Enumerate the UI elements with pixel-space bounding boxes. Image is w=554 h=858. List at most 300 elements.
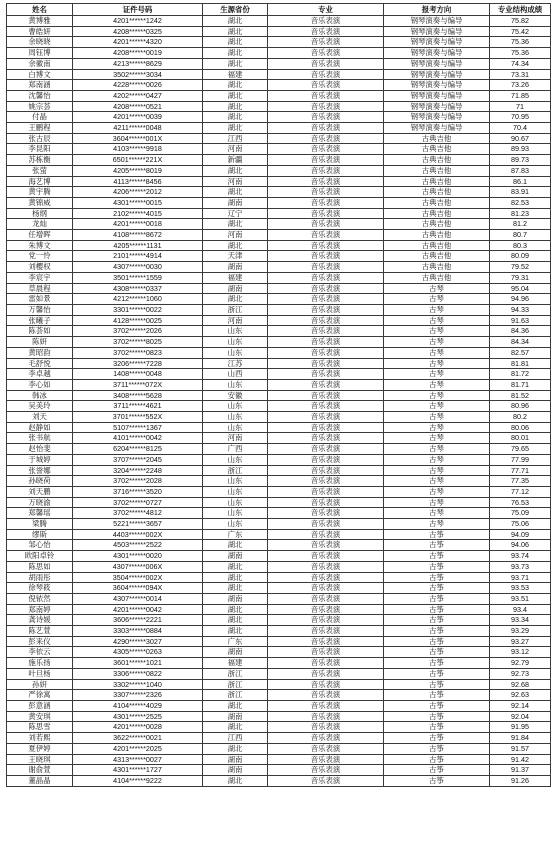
- cell-direction: 古筝: [384, 722, 490, 733]
- cell-name: 胡雨彤: [7, 572, 73, 583]
- cell-province: 湖北: [203, 561, 268, 572]
- cell-name: 倪铱然: [7, 593, 73, 604]
- cell-score: 93.74: [490, 551, 551, 562]
- cell-major: 音乐表演: [268, 101, 384, 112]
- cell-direction: 钢琴演奏与编导: [384, 16, 490, 27]
- cell-direction: 钢琴演奏与编导: [384, 123, 490, 134]
- cell-name: 黄昭韵: [7, 347, 73, 358]
- table-row: [7, 444, 551, 455]
- cell-score: 93.34: [490, 615, 551, 626]
- cell-id-number: 6204******8125: [73, 444, 203, 455]
- cell-major: 音乐表演: [268, 251, 384, 262]
- cell-direction: 古筝: [384, 604, 490, 615]
- table-row: [7, 701, 551, 712]
- cell-direction: 古琴: [384, 347, 490, 358]
- cell-score: 81.23: [490, 208, 551, 219]
- cell-name: 邹心怡: [7, 540, 73, 551]
- cell-name: 陈妍: [7, 337, 73, 348]
- table-row: [7, 497, 551, 508]
- cell-score: 82.53: [490, 197, 551, 208]
- table-row: [7, 390, 551, 401]
- cell-direction: 古筝: [384, 765, 490, 776]
- cell-score: 92.73: [490, 668, 551, 679]
- cell-score: 70.4: [490, 123, 551, 134]
- cell-major: 音乐表演: [268, 16, 384, 27]
- cell-direction: 古琴: [384, 358, 490, 369]
- table-row: [7, 465, 551, 476]
- cell-direction: 古琴: [384, 315, 490, 326]
- cell-major: 音乐表演: [268, 733, 384, 744]
- cell-score: 80.01: [490, 433, 551, 444]
- header-score: 专业结构成绩: [490, 4, 551, 16]
- cell-province: 浙江: [203, 690, 268, 701]
- cell-score: 86.1: [490, 176, 551, 187]
- cell-score: 92.04: [490, 711, 551, 722]
- table-row: [7, 144, 551, 155]
- cell-name: 谢俞萱: [7, 765, 73, 776]
- table-row: [7, 679, 551, 690]
- table-row: [7, 486, 551, 497]
- cell-major: 音乐表演: [268, 326, 384, 337]
- cell-score: 94.33: [490, 304, 551, 315]
- cell-name: 韩冰: [7, 390, 73, 401]
- cell-score: 94.96: [490, 294, 551, 305]
- cell-province: 湖南: [203, 283, 268, 294]
- cell-score: 75.36: [490, 48, 551, 59]
- cell-id-number: 4212******1060: [73, 294, 203, 305]
- cell-major: 音乐表演: [268, 315, 384, 326]
- cell-major: 音乐表演: [268, 593, 384, 604]
- cell-id-number: 3307******2326: [73, 690, 203, 701]
- cell-province: 浙江: [203, 668, 268, 679]
- cell-major: 音乐表演: [268, 540, 384, 551]
- cell-name: 徐琴筱: [7, 583, 73, 594]
- cell-id-number: 4313******0027: [73, 754, 203, 765]
- cell-major: 音乐表演: [268, 412, 384, 423]
- cell-major: 音乐表演: [268, 401, 384, 412]
- score-table: [6, 3, 551, 787]
- table-row: [7, 251, 551, 262]
- cell-id-number: 5221******3657: [73, 519, 203, 530]
- cell-id-number: 4101******0042: [73, 433, 203, 444]
- cell-name: 余晓晓: [7, 37, 73, 48]
- cell-direction: 钢琴演奏与编导: [384, 48, 490, 59]
- cell-id-number: 4308******0337: [73, 283, 203, 294]
- cell-id-number: 2101******4914: [73, 251, 203, 262]
- cell-major: 音乐表演: [268, 176, 384, 187]
- cell-direction: 古筝: [384, 593, 490, 604]
- cell-direction: 古筝: [384, 690, 490, 701]
- cell-name: 陈荟如: [7, 326, 73, 337]
- cell-id-number: 4104******9222: [73, 775, 203, 786]
- cell-major: 音乐表演: [268, 444, 384, 455]
- cell-score: 74.34: [490, 58, 551, 69]
- cell-score: 90.67: [490, 133, 551, 144]
- table-row: [7, 433, 551, 444]
- cell-province: 山东: [203, 476, 268, 487]
- cell-major: 音乐表演: [268, 112, 384, 123]
- cell-direction: 古琴: [384, 433, 490, 444]
- cell-name: 海艺博: [7, 176, 73, 187]
- cell-major: 音乐表演: [268, 48, 384, 59]
- cell-name: 周钰博: [7, 48, 73, 59]
- cell-province: 湖北: [203, 58, 268, 69]
- table-row: [7, 412, 551, 423]
- cell-province: 湖北: [203, 572, 268, 583]
- cell-id-number: 4228******0026: [73, 80, 203, 91]
- table-row: [7, 615, 551, 626]
- cell-id-number: 4213******8629: [73, 58, 203, 69]
- cell-id-number: 4206******2012: [73, 187, 203, 198]
- cell-major: 音乐表演: [268, 197, 384, 208]
- cell-direction: 古筝: [384, 711, 490, 722]
- table-row: [7, 187, 551, 198]
- cell-province: 湖北: [203, 540, 268, 551]
- cell-major: 音乐表演: [268, 743, 384, 754]
- cell-id-number: 4290******3027: [73, 636, 203, 647]
- cell-province: 浙江: [203, 304, 268, 315]
- cell-id-number: 6501******221X: [73, 155, 203, 166]
- cell-direction: 古筝: [384, 743, 490, 754]
- cell-score: 93.53: [490, 583, 551, 594]
- cell-direction: 钢琴演奏与编导: [384, 69, 490, 80]
- cell-province: 河南: [203, 433, 268, 444]
- cell-name: 彭来仪: [7, 636, 73, 647]
- cell-score: 89.93: [490, 144, 551, 155]
- cell-name: 任增晖: [7, 230, 73, 241]
- table-row: [7, 165, 551, 176]
- cell-direction: 古筝: [384, 658, 490, 669]
- cell-province: 湖南: [203, 262, 268, 273]
- cell-score: 94.06: [490, 540, 551, 551]
- table-row: [7, 101, 551, 112]
- cell-major: 音乐表演: [268, 754, 384, 765]
- cell-id-number: 3408******5628: [73, 390, 203, 401]
- cell-province: 湖北: [203, 112, 268, 123]
- cell-score: 92.79: [490, 658, 551, 669]
- cell-score: 84.36: [490, 326, 551, 337]
- cell-score: 77.35: [490, 476, 551, 487]
- header-direction: 报考方向: [384, 4, 490, 16]
- cell-score: 73.31: [490, 69, 551, 80]
- cell-major: 音乐表演: [268, 283, 384, 294]
- cell-id-number: 3702******2028: [73, 476, 203, 487]
- cell-direction: 古典吉他: [384, 219, 490, 230]
- cell-id-number: 4201******0039: [73, 112, 203, 123]
- table-row: [7, 176, 551, 187]
- cell-province: 湖北: [203, 123, 268, 134]
- cell-score: 81.2: [490, 219, 551, 230]
- cell-province: 江西: [203, 733, 268, 744]
- table-row: [7, 358, 551, 369]
- cell-score: 80.09: [490, 251, 551, 262]
- cell-province: 福建: [203, 69, 268, 80]
- cell-name: 李昆阳: [7, 144, 73, 155]
- cell-province: 湖南: [203, 711, 268, 722]
- cell-name: 张古辰: [7, 133, 73, 144]
- cell-name: 曹皓妍: [7, 26, 73, 37]
- cell-major: 音乐表演: [268, 58, 384, 69]
- cell-province: 河南: [203, 230, 268, 241]
- cell-direction: 古典吉他: [384, 197, 490, 208]
- cell-name: 白博文: [7, 69, 73, 80]
- cell-score: 93.29: [490, 626, 551, 637]
- cell-direction: 古琴: [384, 412, 490, 423]
- table-row: [7, 58, 551, 69]
- cell-direction: 古琴: [384, 497, 490, 508]
- cell-id-number: 4307******0030: [73, 262, 203, 273]
- cell-major: 音乐表演: [268, 422, 384, 433]
- cell-major: 音乐表演: [268, 90, 384, 101]
- cell-score: 84.34: [490, 337, 551, 348]
- cell-name: 刘天鹏: [7, 486, 73, 497]
- cell-id-number: 4403******002X: [73, 529, 203, 540]
- cell-province: 湖北: [203, 604, 268, 615]
- cell-major: 音乐表演: [268, 369, 384, 380]
- table-row: [7, 240, 551, 251]
- cell-major: 音乐表演: [268, 551, 384, 562]
- cell-direction: 古筝: [384, 636, 490, 647]
- cell-id-number: 4201******0042: [73, 604, 203, 615]
- cell-province: 广东: [203, 529, 268, 540]
- table-row: [7, 112, 551, 123]
- table-row: [7, 133, 551, 144]
- cell-major: 音乐表演: [268, 476, 384, 487]
- cell-score: 89.73: [490, 155, 551, 166]
- cell-major: 音乐表演: [268, 80, 384, 91]
- cell-name: 沈馨怡: [7, 90, 73, 101]
- table-row: [7, 422, 551, 433]
- cell-province: 湖北: [203, 37, 268, 48]
- cell-id-number: 3711******072X: [73, 379, 203, 390]
- cell-score: 92.63: [490, 690, 551, 701]
- cell-direction: 古典吉他: [384, 208, 490, 219]
- cell-major: 音乐表演: [268, 433, 384, 444]
- cell-major: 音乐表演: [268, 294, 384, 305]
- cell-id-number: 3702******8025: [73, 337, 203, 348]
- cell-id-number: 4201******0028: [73, 722, 203, 733]
- cell-major: 音乐表演: [268, 604, 384, 615]
- cell-province: 湖南: [203, 754, 268, 765]
- cell-province: 湖北: [203, 165, 268, 176]
- cell-id-number: 3604******094X: [73, 583, 203, 594]
- cell-direction: 古典吉他: [384, 272, 490, 283]
- cell-major: 音乐表演: [268, 497, 384, 508]
- table-row: [7, 454, 551, 465]
- cell-province: 湖北: [203, 16, 268, 27]
- cell-id-number: 3711******4621: [73, 401, 203, 412]
- table-row: [7, 775, 551, 786]
- cell-score: 93.27: [490, 636, 551, 647]
- cell-province: 湖北: [203, 583, 268, 594]
- cell-id-number: 3504******002X: [73, 572, 203, 583]
- cell-province: 河南: [203, 176, 268, 187]
- cell-score: 92.68: [490, 679, 551, 690]
- cell-name: 苏栋衡: [7, 155, 73, 166]
- table-row: [7, 743, 551, 754]
- cell-name: 王鹏程: [7, 123, 73, 134]
- cell-major: 音乐表演: [268, 668, 384, 679]
- cell-major: 音乐表演: [268, 347, 384, 358]
- cell-score: 77.71: [490, 465, 551, 476]
- cell-major: 音乐表演: [268, 26, 384, 37]
- cell-score: 71: [490, 101, 551, 112]
- table-row: [7, 572, 551, 583]
- cell-name: 刘樱权: [7, 262, 73, 273]
- cell-name: 黄安琪: [7, 711, 73, 722]
- cell-name: 于城婷: [7, 454, 73, 465]
- cell-name: 彭意涵: [7, 701, 73, 712]
- cell-score: 91.63: [490, 315, 551, 326]
- cell-direction: 古筝: [384, 529, 490, 540]
- table-row: [7, 369, 551, 380]
- cell-name: 赵怡斐: [7, 444, 73, 455]
- cell-direction: 古筝: [384, 551, 490, 562]
- cell-major: 音乐表演: [268, 37, 384, 48]
- cell-major: 音乐表演: [268, 647, 384, 658]
- cell-score: 93.4: [490, 604, 551, 615]
- cell-province: 湖南: [203, 197, 268, 208]
- cell-id-number: 3702******4812: [73, 508, 203, 519]
- cell-province: 广东: [203, 636, 268, 647]
- cell-name: 龚诗媛: [7, 615, 73, 626]
- cell-name: 王晓琪: [7, 754, 73, 765]
- cell-id-number: 4205******8019: [73, 165, 203, 176]
- cell-id-number: 3206******7228: [73, 358, 203, 369]
- cell-score: 80.96: [490, 401, 551, 412]
- cell-major: 音乐表演: [268, 230, 384, 241]
- cell-id-number: 4113******8456: [73, 176, 203, 187]
- cell-province: 湖北: [203, 48, 268, 59]
- cell-score: 75.36: [490, 37, 551, 48]
- cell-direction: 钢琴演奏与编导: [384, 112, 490, 123]
- cell-province: 湖南: [203, 647, 268, 658]
- cell-name: 吴美玲: [7, 401, 73, 412]
- cell-major: 音乐表演: [268, 679, 384, 690]
- cell-id-number: 3601******1021: [73, 658, 203, 669]
- cell-id-number: 4307******0014: [73, 593, 203, 604]
- cell-direction: 古筝: [384, 701, 490, 712]
- cell-major: 音乐表演: [268, 465, 384, 476]
- table-row: [7, 593, 551, 604]
- table-row: [7, 304, 551, 315]
- table-row: [7, 155, 551, 166]
- table-row: [7, 604, 551, 615]
- cell-direction: 古典吉他: [384, 165, 490, 176]
- cell-id-number: 4301******0020: [73, 551, 203, 562]
- cell-score: 81.52: [490, 390, 551, 401]
- table-row: [7, 540, 551, 551]
- table-row: [7, 294, 551, 305]
- table-row: [7, 347, 551, 358]
- cell-major: 音乐表演: [268, 262, 384, 273]
- cell-id-number: 3303******0884: [73, 626, 203, 637]
- cell-name: 雷如景: [7, 294, 73, 305]
- cell-direction: 古琴: [384, 486, 490, 497]
- cell-id-number: 4128******0025: [73, 315, 203, 326]
- header-row: [7, 4, 551, 16]
- cell-id-number: 4201******4320: [73, 37, 203, 48]
- cell-id-number: 4305******0263: [73, 647, 203, 658]
- table-row: [7, 690, 551, 701]
- cell-id-number: 4208******0325: [73, 26, 203, 37]
- table-row: [7, 379, 551, 390]
- cell-id-number: 3604******001X: [73, 133, 203, 144]
- table-row: [7, 519, 551, 530]
- cell-score: 81.71: [490, 379, 551, 390]
- table-row: [7, 337, 551, 348]
- cell-province: 山东: [203, 337, 268, 348]
- cell-name: 郑馨瑶: [7, 508, 73, 519]
- cell-name: 缪斯: [7, 529, 73, 540]
- cell-name: 付晶: [7, 112, 73, 123]
- table-row: [7, 69, 551, 80]
- cell-major: 音乐表演: [268, 626, 384, 637]
- cell-province: 山东: [203, 412, 268, 423]
- cell-direction: 钢琴演奏与编导: [384, 26, 490, 37]
- cell-province: 山东: [203, 486, 268, 497]
- cell-score: 71.85: [490, 90, 551, 101]
- cell-id-number: 3716******3520: [73, 486, 203, 497]
- cell-score: 77.99: [490, 454, 551, 465]
- cell-major: 音乐表演: [268, 133, 384, 144]
- table-row: [7, 37, 551, 48]
- table-row: [7, 16, 551, 27]
- cell-score: 75.09: [490, 508, 551, 519]
- table-row: [7, 262, 551, 273]
- cell-province: 福建: [203, 272, 268, 283]
- cell-province: 湖北: [203, 187, 268, 198]
- table-row: [7, 123, 551, 134]
- cell-score: 82.57: [490, 347, 551, 358]
- cell-direction: 古筝: [384, 668, 490, 679]
- table-row: [7, 401, 551, 412]
- table-row: [7, 476, 551, 487]
- cell-name: 李心如: [7, 379, 73, 390]
- cell-score: 81.72: [490, 369, 551, 380]
- cell-name: 梁腾: [7, 519, 73, 530]
- table-row: [7, 26, 551, 37]
- table-row: [7, 754, 551, 765]
- cell-direction: 古琴: [384, 465, 490, 476]
- cell-name: 孙晓荷: [7, 476, 73, 487]
- cell-province: 湖北: [203, 80, 268, 91]
- cell-name: 李卓越: [7, 369, 73, 380]
- cell-direction: 古筝: [384, 561, 490, 572]
- cell-name: 张书航: [7, 433, 73, 444]
- cell-id-number: 4208******0019: [73, 48, 203, 59]
- cell-direction: 古琴: [384, 454, 490, 465]
- header-name: 姓名: [7, 4, 73, 16]
- cell-direction: 古琴: [384, 422, 490, 433]
- cell-direction: 古筝: [384, 679, 490, 690]
- cell-id-number: 5107******1367: [73, 422, 203, 433]
- cell-major: 音乐表演: [268, 711, 384, 722]
- cell-major: 音乐表演: [268, 690, 384, 701]
- cell-name: 叶旦杨: [7, 668, 73, 679]
- cell-direction: 古筝: [384, 647, 490, 658]
- cell-province: 山东: [203, 401, 268, 412]
- cell-major: 音乐表演: [268, 775, 384, 786]
- table-row: [7, 647, 551, 658]
- cell-direction: 古典吉他: [384, 144, 490, 155]
- table-row: [7, 197, 551, 208]
- cell-name: 陈思如: [7, 561, 73, 572]
- cell-id-number: 2102******4015: [73, 208, 203, 219]
- cell-direction: 古琴: [384, 508, 490, 519]
- table-row: [7, 48, 551, 59]
- cell-province: 湖北: [203, 701, 268, 712]
